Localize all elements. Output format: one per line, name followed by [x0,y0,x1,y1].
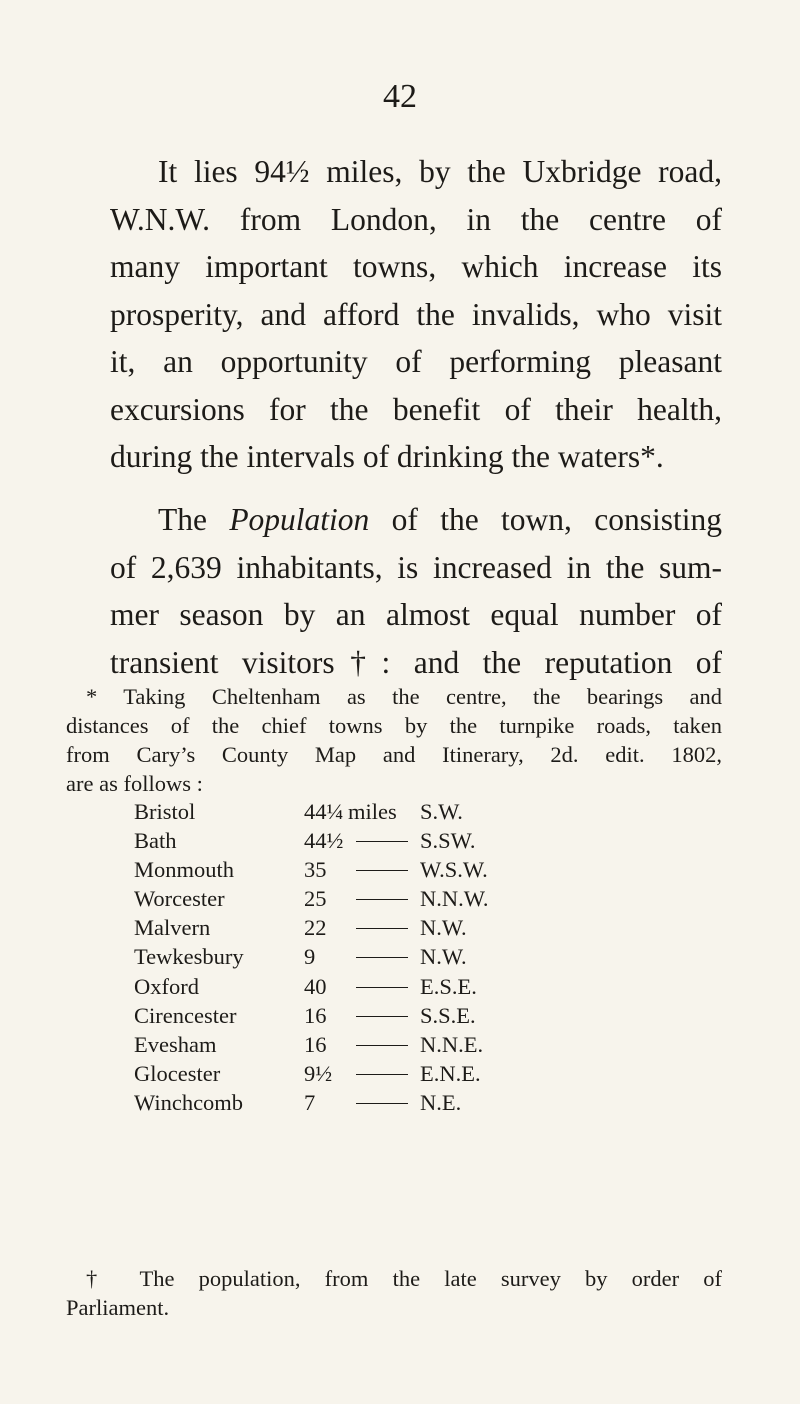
ditto-dash [356,1103,408,1104]
text-line: of 2,639 inhabitants, is increased in the sum- [110,549,722,585]
text-line [110,496,722,544]
text-run: The [158,502,230,537]
town-name: Tewkesbury [134,944,244,970]
bearing-row [134,884,694,913]
miles-label: miles [348,799,397,824]
town-name: Glocester [134,1060,221,1086]
town-name: Cirencester [134,1002,237,1028]
bearings-table [134,797,694,1117]
bearing-row [134,1001,694,1030]
page-number: 42 [383,78,417,115]
town-name: Evesham [134,1031,217,1057]
town-name: Monmouth [134,857,235,883]
compass-direction: E.N.E. [420,1060,481,1086]
town-distance: 22 [304,915,327,941]
compass-direction: N.W. [420,915,467,941]
compass-direction: N.E. [420,1089,462,1115]
text-line: excursions for the benefit of their health, [110,391,722,427]
compass-direction: S.SW. [420,828,476,854]
town-distance: 44¼ [304,799,344,824]
text-line: during the intervals of drinking the waters*. [110,439,664,474]
compass-direction: E.S.E. [420,973,477,999]
town-name: Bath [134,828,177,854]
ditto-dash [356,870,408,871]
bearing-row [134,797,694,826]
italic-heading: Population [229,502,370,537]
town-name: Malvern [134,915,211,941]
footnote-line: distances of the chief towns by the turnpike roads, taken [66,713,722,738]
compass-direction: N.N.E. [420,1031,484,1057]
bearing-row [134,942,694,971]
town-name: Bristol [134,799,196,824]
town-name: Winchcomb [134,1089,244,1115]
compass-direction: N.N.W. [420,886,489,912]
bearing-row [134,1088,694,1117]
text-line: It lies 94½ miles, by the Uxbridge road, [158,154,722,189]
bearing-row [134,1059,694,1088]
text-line: transient visitors†: and the reputation of [110,644,722,680]
ditto-dash [356,957,408,958]
town-distance: 25 [304,886,327,912]
ditto-dash [356,1074,408,1075]
bearing-row [134,1030,694,1059]
bearing-row [134,855,694,884]
text-run: of the town, consisting [369,502,722,537]
bearing-row [134,913,694,942]
town-distance: 9 [304,944,316,970]
ditto-dash [356,1045,408,1046]
footnote-1 [66,682,722,798]
footnote-line: † The population, from the late survey by order of [86,1266,722,1291]
ditto-dash [356,899,408,900]
text-line: mer season by an almost equal number of [110,597,722,632]
paragraph-location [110,148,722,481]
footnote-line: * Taking Cheltenham as the centre, the bearings and [86,684,722,709]
town-name: Worcester [134,886,225,912]
town-distance: 16 [304,1002,327,1028]
text-line: W.N.W. from London, in the centre of [110,201,722,237]
town-distance: 7 [304,1089,316,1115]
text-line: prosperity, and afford the invalids, who visit [110,296,722,332]
town-distance: 9½ [304,1060,333,1086]
text-line: many important towns, which increase its [110,249,722,284]
compass-direction: N.W. [420,944,467,970]
town-distance: 35 [304,857,327,883]
footnote-2 [66,1264,722,1322]
town-distance: 44½ [304,828,344,854]
bearing-row [134,826,694,855]
town-distance: 40 [304,973,327,999]
town-name: Oxford [134,973,199,999]
text-line: it, an opportunity of performing pleasant [110,344,722,379]
town-distance: 16 [304,1031,327,1057]
ditto-dash [356,841,408,842]
compass-direction: W.S.W. [420,857,488,883]
compass-direction: S.S.E. [420,1002,476,1028]
ditto-dash [356,987,408,988]
compass-direction: S.W. [420,799,463,824]
bearing-row [134,972,694,1001]
footnote-line: Parliament. [66,1295,170,1320]
footnote-line: are as follows : [66,771,203,796]
ditto-dash [356,928,408,929]
paragraph-population [110,496,722,686]
footnote-line: from Cary’s County Map and Itinerary, 2d. edit. 1802, [66,742,722,767]
ditto-dash [356,1016,408,1017]
